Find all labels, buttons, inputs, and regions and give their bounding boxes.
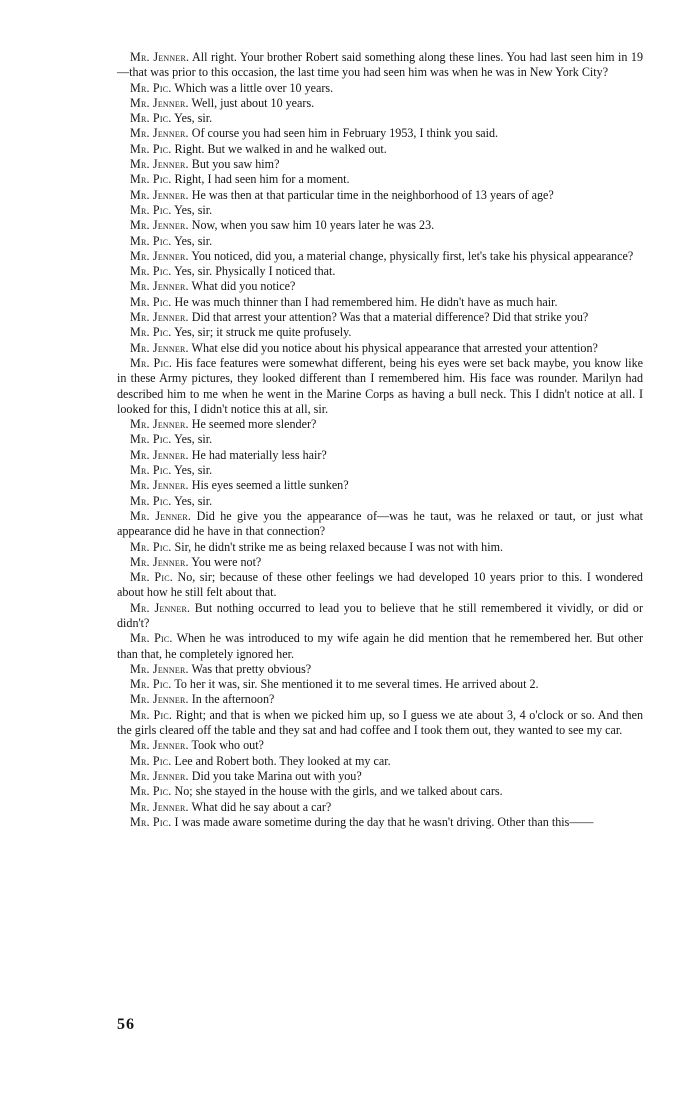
speaker-name: Mr. Jenner. <box>130 768 189 783</box>
testimony-paragraph <box>117 540 643 555</box>
speaker-name: Mr. Jenner. <box>130 692 189 707</box>
speaker-name: Mr. Pic. <box>130 141 172 156</box>
speech-text: Was that pretty obvious? <box>191 661 312 676</box>
testimony-paragraph <box>117 708 643 739</box>
testimony-paragraph <box>117 172 643 187</box>
testimony-paragraph <box>117 494 643 509</box>
speaker-name: Mr. Jenner. <box>130 126 189 141</box>
speech-text: Sir, he didn't strike me as being relaxed because I was not with him. <box>174 539 504 554</box>
speech-text: Right. But we walked in and he walked out. <box>174 141 387 156</box>
testimony-paragraph <box>117 142 643 157</box>
testimony-paragraph <box>117 341 643 356</box>
testimony-paragraph <box>117 463 643 478</box>
speech-text: Well, just about 10 years. <box>191 95 315 110</box>
speaker-name: Mr. Pic. <box>130 172 172 187</box>
speaker-name: Mr. Pic. <box>130 814 172 829</box>
speech-text: Did he give you the appearance of—was he taut, was he relaxed or taut, or just what appearance did he have in that connection? <box>117 508 644 539</box>
speech-text: No, sir; because of these other feelings we had developed 10 years prior to this. I wondered about how he still felt about that. <box>117 570 643 600</box>
testimony-paragraph <box>117 295 643 310</box>
speaker-name: Mr. Jenner. <box>130 554 189 569</box>
speaker-name: Mr. Jenner. <box>130 50 190 64</box>
speech-text: Did that arrest your attention? Was that a material difference? Did that strike you? <box>191 310 589 325</box>
speech-text: Lee and Robert both. They looked at my car. <box>174 753 391 768</box>
speaker-name: Mr. Pic. <box>130 432 172 447</box>
speech-text: In the afternoon? <box>191 692 275 707</box>
testimony-paragraph <box>117 203 643 218</box>
speech-text: Yes, sir. <box>174 202 213 217</box>
testimony-paragraph <box>117 815 643 830</box>
testimony-paragraph <box>117 264 643 279</box>
speech-text: Yes, sir. <box>174 463 213 478</box>
speaker-name: Mr. Pic. <box>130 753 172 768</box>
testimony-paragraph <box>117 111 643 126</box>
speech-text: But nothing occurred to lead you to believe that he still remembered it vividly, or did or didn't? <box>117 600 644 630</box>
speech-text: His eyes seemed a little sunken? <box>191 478 349 493</box>
speech-text: Right; and that is when we picked him up, so I guess we ate about 3, 4 o'clock or so. And then the girls cleared off the table and they sat and had coffee and I took them out, they wanted to see my car. <box>117 707 643 738</box>
testimony-paragraph <box>117 234 643 249</box>
speech-text: Right, I had seen him for a moment. <box>174 172 350 187</box>
testimony-paragraph <box>117 96 643 111</box>
testimony-paragraph <box>117 601 643 632</box>
speech-text: Did you take Marina out with you? <box>191 768 362 783</box>
speech-text: Yes, sir. <box>174 111 213 126</box>
testimony-paragraph <box>117 188 643 203</box>
testimony-paragraph <box>117 50 643 81</box>
speaker-name: Mr. Jenner. <box>130 661 189 676</box>
speech-text: He seemed more slender? <box>191 417 317 432</box>
speech-text: Yes, sir. <box>174 233 213 248</box>
speech-text: He was then at that particular time in the neighborhood of 13 years of age? <box>191 187 554 202</box>
speaker-name: Mr. Pic. <box>130 570 173 585</box>
testimony-page <box>117 50 643 830</box>
speaker-name: Mr. Pic. <box>130 80 172 95</box>
testimony-paragraph <box>117 126 643 141</box>
speaker-name: Mr. Jenner. <box>130 738 189 753</box>
speaker-name: Mr. Pic. <box>130 355 173 370</box>
testimony-paragraph <box>117 677 643 692</box>
speech-text: He had materially less hair? <box>191 447 327 462</box>
testimony-paragraph <box>117 279 643 294</box>
speaker-name: Mr. Jenner. <box>130 340 189 355</box>
testimony-paragraph <box>117 310 643 325</box>
speaker-name: Mr. Jenner. <box>130 417 189 432</box>
testimony-paragraph <box>117 631 643 662</box>
speech-text: Yes, sir. Physically I noticed that. <box>174 264 336 279</box>
testimony-paragraph <box>117 157 643 172</box>
speech-text: His face features were somewhat different, being his eyes were set back maybe, you know like in these Army pictures, they looked different than I remembered him. His face was rounder. Marilyn had described him to me when he went in the Marine Corps as having a bull neck. This I didn't notice at all. I looked for this, I didn't notice this at all, sir. <box>117 355 643 416</box>
speaker-name: Mr. Jenner. <box>130 310 189 325</box>
speech-text: He was much thinner than I had remembered him. He didn't have as much hair. <box>174 294 558 309</box>
speech-text: Which was a little over 10 years. <box>174 80 334 95</box>
speaker-name: Mr. Pic. <box>130 784 172 799</box>
speech-text: Took who out? <box>191 738 264 753</box>
speech-text: Now, when you saw him 10 years later he was 23. <box>191 218 435 233</box>
speaker-name: Mr. Pic. <box>130 539 172 554</box>
speaker-name: Mr. Pic. <box>130 111 172 126</box>
speech-text: No; she stayed in the house with the girls, and we talked about cars. <box>174 784 503 799</box>
speech-text: Yes, sir. <box>174 493 213 508</box>
speech-text: But you saw him? <box>191 157 280 172</box>
testimony-paragraph <box>117 555 643 570</box>
testimony-paragraph <box>117 218 643 233</box>
speaker-name: Mr. Jenner. <box>130 157 189 172</box>
transcript-body <box>117 50 643 830</box>
testimony-paragraph <box>117 738 643 753</box>
testimony-paragraph <box>117 800 643 815</box>
speaker-name: Mr. Jenner. <box>130 600 191 615</box>
testimony-paragraph <box>117 81 643 96</box>
speaker-name: Mr. Jenner. <box>130 508 192 523</box>
testimony-paragraph <box>117 754 643 769</box>
speech-text: What did you notice? <box>191 279 296 294</box>
speaker-name: Mr. Jenner. <box>130 95 189 110</box>
testimony-paragraph <box>117 478 643 493</box>
testimony-paragraph <box>117 432 643 447</box>
speaker-name: Mr. Pic. <box>130 325 172 340</box>
speech-text: To her it was, sir. She mentioned it to me several times. He arrived about 2. <box>174 677 539 692</box>
testimony-paragraph <box>117 509 643 540</box>
page-number: 56 <box>117 1016 135 1033</box>
speech-text: When he was introduced to my wife again he did mention that he remembered her. But other than that, he completely ignored her. <box>117 631 643 661</box>
testimony-paragraph <box>117 417 643 432</box>
speaker-name: Mr. Pic. <box>130 233 172 248</box>
speech-text: Yes, sir; it struck me quite profusely. <box>174 325 352 340</box>
speaker-name: Mr. Pic. <box>130 294 172 309</box>
speaker-name: Mr. Jenner. <box>130 478 189 493</box>
speech-text: You were not? <box>191 554 262 569</box>
speech-text: What else did you notice about his physical appearance that arrested your attention? <box>191 340 598 355</box>
testimony-paragraph <box>117 769 643 784</box>
speaker-name: Mr. Pic. <box>130 264 172 279</box>
speaker-name: Mr. Jenner. <box>130 187 189 202</box>
testimony-paragraph <box>117 784 643 799</box>
testimony-paragraph <box>117 662 643 677</box>
speech-text: I was made aware sometime during the day that he wasn't driving. Other than this—— <box>174 814 594 829</box>
testimony-paragraph <box>117 570 643 601</box>
testimony-paragraph <box>117 325 643 340</box>
speech-text: You noticed, did you, a material change, physically first, let's take his physical appearance? <box>191 248 634 263</box>
testimony-paragraph <box>117 249 643 264</box>
speaker-name: Mr. Pic. <box>130 707 173 722</box>
speaker-name: Mr. Jenner. <box>130 248 189 263</box>
testimony-paragraph <box>117 692 643 707</box>
speaker-name: Mr. Pic. <box>130 463 172 478</box>
speech-text: Yes, sir. <box>174 432 213 447</box>
speech-text: What did he say about a car? <box>191 799 332 814</box>
speaker-name: Mr. Jenner. <box>130 447 189 462</box>
testimony-paragraph <box>117 448 643 463</box>
speaker-name: Mr. Pic. <box>130 631 173 646</box>
speech-text: Of course you had seen him in February 1953, I think you said. <box>191 126 499 141</box>
speaker-name: Mr. Jenner. <box>130 218 189 233</box>
speaker-name: Mr. Jenner. <box>130 279 189 294</box>
speaker-name: Mr. Pic. <box>130 493 172 508</box>
speaker-name: Mr. Jenner. <box>130 799 189 814</box>
speaker-name: Mr. Pic. <box>130 677 172 692</box>
testimony-paragraph <box>117 356 643 417</box>
speaker-name: Mr. Pic. <box>130 202 172 217</box>
speech-text: All right. Your brother Robert said something along these lines. You had last seen him in 19—that was prior to this occasion, the last time you had seen him was when he was in New York City? <box>117 50 643 80</box>
